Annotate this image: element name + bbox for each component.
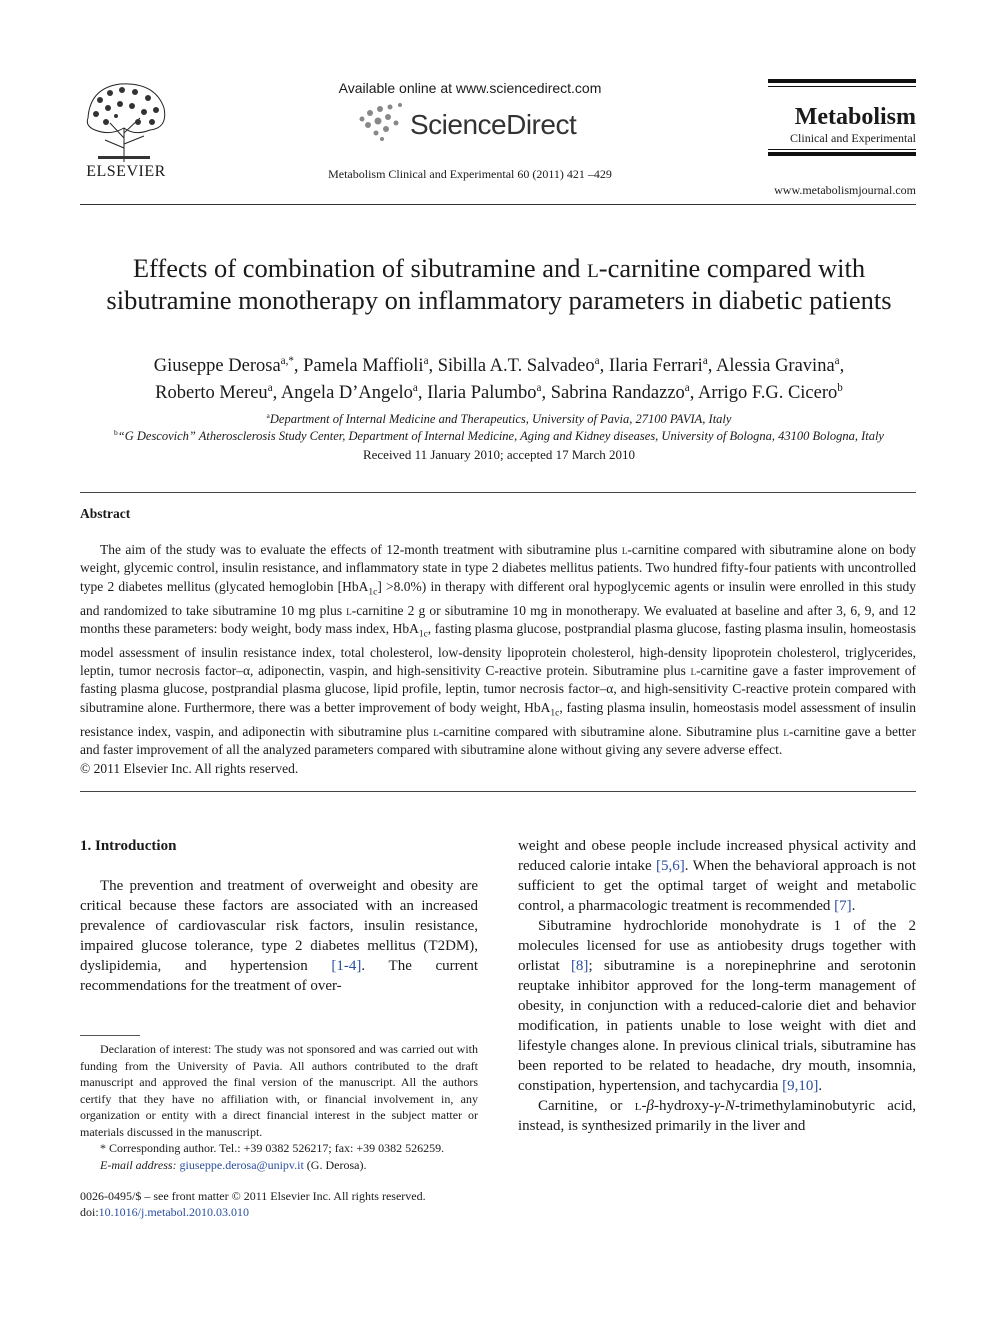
doi-link[interactable]: 10.1016/j.metabol.2010.03.010 [98,1205,249,1219]
small-caps-l: l [783,723,789,739]
journal-title: Metabolism [794,104,916,130]
affiliation-a: $^a$Department of Internal Medicine and Therapeutics, University of Pavia, 27100 PAVIA, Italy [266,410,732,426]
doi-line: doi:10.1016/j.metabol.2010.03.010 [80,1205,249,1219]
author-name: Giuseppe Derosa$^{a,*}$ [153,354,294,376]
journal-url[interactable]: www.metabolismjournal.com [774,183,916,197]
author-list-line-2: Roberto Mereu$^a$, Angela D’Angelo$^a$, Ilaria Palumbo$^a$, Sabrina Randazzo$^a$, Arrigo F.G. Cicero$^b$ [155,381,843,403]
subscript: 1c [368,587,378,598]
author-affiliation-marker: a [684,381,690,394]
body-paragraph: Sibutramine hydrochloride monohydrate is 1 of the 2 molecules licensed for use as antiobesity drugs together with orlistat [8]; sibutramine is a norepinephrine and serotonin reuptake inhibitor approved for the long-term management of obesity, in conjunction with a reduced-calorie diet and behavior modification, in patients unable to lose weight with diet and lifestyle changes alone. In previous clinical trials, sibutramine has been reported to be related to headache, dry mouth, insomnia, constipation, hypertension, and tachycardia [9,10]. [518,918,916,1094]
author-affiliation-marker: b [837,381,843,394]
italic-symbol: β [646,1098,654,1114]
footnote-corresponding: * Corresponding author. Tel.: +39 0382 526217; fax: +39 0382 526259. [100,1141,445,1155]
author-name: Ilaria Ferrari$^a$ [608,354,708,376]
author-affiliation-marker: a [834,354,840,367]
citation-link[interactable]: [5,6] [656,858,685,874]
front-matter [80,1188,480,1220]
body-paragraph: Carnitine, or l-β-hydroxy-γ-N-trimethylaminobutyric acid, instead, is synthesized primarily in the liver and [518,1098,916,1134]
author-affiliation-marker: a [412,381,418,394]
author-affiliation-marker: a,* [280,354,294,367]
journal-subtitle: Clinical and Experimental [790,131,916,145]
abstract-rule-bottom [80,791,916,792]
small-caps-l: l [690,663,697,679]
small-caps-l: l [433,723,439,739]
author-affiliation-marker: a [267,381,273,394]
citation-link[interactable]: [1-4] [331,958,362,974]
article-title: Effects of combination of sibutramine and l-carnitine compared with sibutramine monotherapy on inflammatory parameters in diabetic patients [106,253,892,315]
small-caps-l: l [634,1098,642,1114]
abstract-heading: Abstract [80,506,131,521]
citation-link[interactable]: [7] [834,898,852,914]
intro-right-column [518,836,916,1136]
affiliation-b: $^b$“G Descovich” Atherosclerosis Study Center, Department of Internal Medicine, Aging and Kidney diseases, University of Bologna, 43100 Bologna, Italy [114,427,884,443]
abstract-rule-top [80,492,916,493]
issn-line: 0026-0495/$ – see front matter © 2011 Elsevier Inc. All rights reserved. [80,1189,426,1203]
author-name: Arrigo F.G. Cicero$^b$ [697,381,843,403]
small-caps-l: l [346,602,352,618]
body-paragraph: weight and obese people include increased physical activity and reduced calorie intake [5,6]. When the behavioral approach is not sufficient to get the optimal target of weight and metabolic control, a pharmacologic treatment is recommended [7]. [518,838,916,914]
subscript: 1c [550,708,560,719]
author-name: Sabrina Randazzo$^a$ [550,381,690,403]
subscript: 1c [418,629,428,640]
header-rule [768,79,916,83]
footnote-email: E-mail address: giuseppe.derosa@unipv.it (G. Derosa). [100,1157,367,1172]
abstract-body: The aim of the study was to evaluate the effects of 12-month treatment with sibutramine plus l-carnitine compared with sibutramine alone on body weight, glycemic control, insulin resistance, and inflammatory state in type 2 diabetes mellitus patients. Two hundred fifty-four patients with uncontrolled type 2 diabetes mellitus (glycated hemoglobin [HbA$_{1c}$] >8.0%) in therapy with different oral hypoglycemic agents or insulin were enrolled in this study and randomized to take sibutramine 10 mg plus l-carnitine 2 g or sibutramine 10 mg in monotherapy. We evaluated at baseline and after 3, 6, 9, and 12 months these parameters: body weight, body mass index, HbA$_{1c}$, fasting plasma glucose, postprandial plasma glucose, fasting plasma insulin, homeostasis model assessment of insulin resistance index, total cholesterol, low-density lipoprotein cholesterol, high-density lipoprotein cholesterol, triglycerides, leptin, tumor necrosis factor–α, adiponectin, vaspin, and high-sensitivity C-reactive protein. Sibutramine plus l-carnitine gave a faster improvement of fasting plasma glucose, postprandial plasma glucose, lipid profile, leptin, tumor necrosis factor–α, and high-sensitivity C-reactive protein compared with sibutramine alone. Furthermore, there was a better improvement of body weight, HbA$_{1c}$, fasting plasma insulin, homeostasis model assessment of insulin resistance index, vaspin, and adiponectin with sibutramine plus l-carnitine compared with sibutramine alone. Sibutramine plus l-carnitine gave a better and faster improvement of all the analyzed parameters compared with sibutramine alone without giving any severe adverse effect. [80,542,916,758]
header-rule [768,149,916,150]
small-caps-l: l [621,542,628,557]
publisher-name: ELSEVIER [86,163,166,180]
author-name: Roberto Mereu$^a$ [155,381,273,403]
available-online[interactable]: Available online at www.sciencedirect.com [338,80,602,96]
header-divider [80,204,916,205]
citation-link[interactable]: [9,10] [782,1078,819,1094]
footnote-interest: Declaration of interest: The study was not sponsored and was carried out with funding from the University of Pavia. All authors contributed to the draft manuscript and approved the final version of the manuscript. All the authors certify that they have no affiliation with, or financial involvement in, any organization or entity with a direct financial interest in the subject matter or materials discussed in the manuscript. [80,1042,478,1139]
abstract-copyright: © 2011 Elsevier Inc. All rights reserved. [80,761,299,776]
journal-citation: Metabolism Clinical and Experimental 60 (2011) 421 –429 [328,167,612,181]
header-rule [768,86,916,87]
header-rule [768,152,916,156]
italic-symbol: γ [714,1098,720,1114]
intro-left-paragraph: The prevention and treatment of overweight and obesity are critical because these factors are associated with an increased prevalence of cardiovascular risk factors, insulin resistance, impaired glucose tolerance, type 2 diabetes mellitus (T2DM), dyslipidemia, and hypertension [1-4]. The current recommendations for the treatment of over- [80,878,478,994]
sciencedirect-wordmark: ScienceDirect [410,109,577,140]
author-affiliation-marker: a [594,354,600,367]
author-name: Ilaria Palumbo$^a$ [427,381,542,403]
sciencedirect-logo [352,101,592,145]
author-affiliation-marker: a [702,354,708,367]
citation-link[interactable]: [8] [570,958,589,974]
author-name: Pamela Maffioli$^a$ [303,354,429,376]
author-name: Angela D’Angelo$^a$ [280,381,418,403]
footnotes [80,1041,478,1173]
italic-symbol: N [724,1098,735,1114]
footnote-rule [80,1035,140,1036]
email-link[interactable]: giuseppe.derosa@unipv.it [179,1157,304,1172]
author-list-line-1: Giuseppe Derosa$^{a,*}$, Pamela Maffioli$^a$, Sibilla A.T. Salvadeo$^a$, Ilaria Ferrari$^a$, Alessia Gravina$^a$, [153,354,845,376]
author-name: Sibilla A.T. Salvadeo$^a$ [437,354,600,376]
author-affiliation-marker: a [536,381,542,394]
author-affiliation-marker: a [423,354,429,367]
section-heading-introduction: 1. Introduction [80,838,177,854]
author-name: Alessia Gravina$^a$ [715,354,840,376]
received-dates: Received 11 January 2010; accepted 17 March 2010 [362,447,636,462]
